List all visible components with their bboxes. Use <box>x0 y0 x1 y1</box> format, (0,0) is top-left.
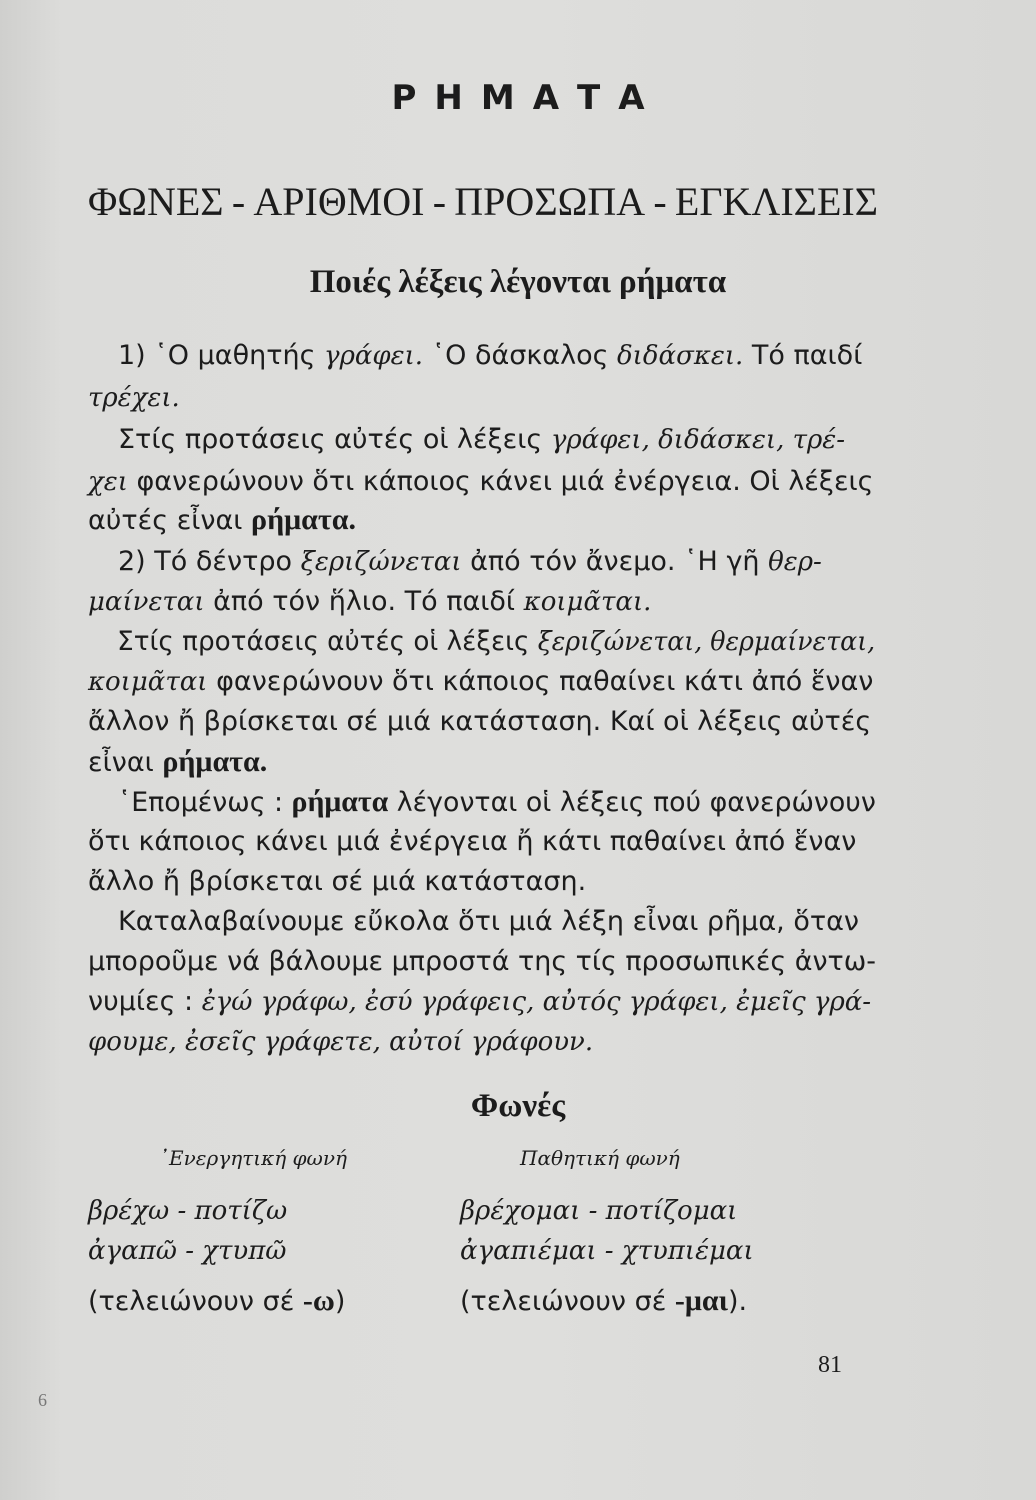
text-line: εἶναι ρήματα. <box>88 745 268 778</box>
passive-voice-heading: Παθητική φωνή <box>520 1146 680 1170</box>
text-line: νυμίες : ἐγώ γράφω, ἐσύ γράφεις, αὐτός γράφει, ἐμεῖς γρά- <box>88 986 872 1017</box>
passive-voice-example: ἀγαπιέμαι - χτυπιέμαι <box>460 1236 754 1266</box>
text-line: φουμε, ἐσεῖς γράφετε, αὐτοί γράφουν. <box>88 1027 594 1057</box>
text-line: τρέχει. <box>88 383 180 413</box>
voices-heading: Φωνές <box>470 1088 566 1124</box>
subtitle-dash: - <box>231 179 246 224</box>
passive-voice-column <box>460 1146 820 1170</box>
text-line: χει φανερώνουν ὅτι κάποιος κάνει μιά ἐνέργεια. Οἱ λέξεις <box>88 466 874 497</box>
text-line: αὐτές εἶναι ρήματα. <box>88 503 356 536</box>
subtitle-word: ΦΩΝΕΣ <box>88 179 224 224</box>
subtitle-word: ΕΓΚΛΙΣΕΙΣ <box>674 179 878 224</box>
text-line: Στίς προτάσεις αὐτές οἱ λέξεις γράφει, διδάσκει, τρέ- <box>118 424 846 455</box>
page-number: 81 <box>818 1352 842 1378</box>
subtitle-dash: - <box>653 179 667 224</box>
passive-voice-ending: (τελειώνουν σέ -μαι). <box>460 1284 748 1317</box>
active-voice-example: ἀγαπῶ - χτυπῶ <box>88 1236 287 1266</box>
text-line: Καταλαβαίνουμε εὔκολα ὅτι μιά λέξη εἶναι ρῆμα, ὅταν <box>118 906 859 937</box>
subtitle-dash: - <box>432 179 447 224</box>
active-voice-example: βρέχω - ποτίζω <box>88 1196 288 1226</box>
text-line: κοιμᾶται φανερώνουν ὅτι κάποιος παθαίνει κάτι ἀπό ἕναν <box>88 666 874 697</box>
text-line: ὅτι κάποιος κάνει μιά ἐνέργεια ἤ κάτι παθαίνει ἀπό ἕναν <box>88 826 857 857</box>
text-line: Στίς προτάσεις αὐτές οἱ λέξεις ξεριζώνεται, θερμαίνεται, <box>117 626 876 657</box>
text-line: ἄλλον ἤ βρίσκεται σέ μιά κατάσταση. Καί οἱ λέξεις αὐτές <box>88 706 872 737</box>
active-voice-column <box>88 1146 418 1170</box>
active-voice-heading: ᾿Ενεργητική φωνή <box>159 1146 347 1170</box>
text-line: ἄλλο ἤ βρίσκεται σέ μιά κατάσταση. <box>88 866 587 897</box>
subtitle-word: ΠΡΟΣΩΠΑ <box>454 179 646 224</box>
text-line: ῾Επομένως : ρήματα λέγονται οἱ λέξεις πού φανερώνουν <box>117 785 876 818</box>
signature-mark: 6 <box>38 1390 47 1410</box>
text-line: 1) ῾Ο μαθητής γράφει. ῾Ο δάσκαλος διδάσκει. Τό παιδί <box>118 340 863 371</box>
section-subtitle <box>88 178 878 225</box>
section-heading: Ποιές λέξεις λέγονται ρήματα <box>309 264 727 300</box>
subtitle-word: ΑΡΙΘΜΟΙ <box>253 179 425 224</box>
active-voice-ending: (τελειώνουν σέ -ω) <box>88 1284 346 1317</box>
passive-voice-example: βρέχομαι - ποτίζομαι <box>460 1196 738 1226</box>
text-line: μαίνεται ἀπό τόν ἥλιο. Τό παιδί κοιμᾶται. <box>88 586 652 617</box>
text-line: 2) Τό δέντρο ξεριζώνεται ἀπό τόν ἄνεμο. ῾Η γῆ θερ- <box>118 546 822 577</box>
text-line: μποροῦμε νά βάλουμε μπροστά της τίς προσωπικές ἀντω- <box>88 946 877 977</box>
page-title: ΡΗΜΑΤΑ <box>391 78 663 118</box>
